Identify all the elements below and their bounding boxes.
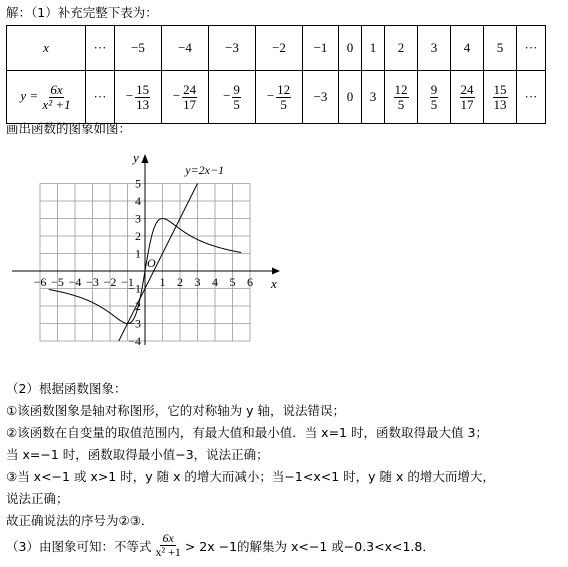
part2-line-1: ①该函数图象是轴对称图形，它的对称轴为 y 轴，说法错误； (6, 403, 346, 418)
table-cell (209, 71, 256, 124)
cell-value: 0 (346, 89, 354, 104)
part3-prefix: （3）由图象可知：不等式 (6, 538, 152, 554)
y-axis-label: y (133, 150, 139, 165)
cell-denominator: 5 (233, 96, 240, 112)
cell-numerator: 12 (394, 81, 408, 97)
origin-label: O (147, 256, 156, 270)
table-cell: 3 (418, 26, 451, 71)
cell-denominator: 17 (183, 96, 197, 112)
table-cell: −1 (303, 26, 339, 71)
minus-sign: − (172, 87, 181, 103)
minus-sign: − (223, 87, 231, 103)
x-tick-label: 1 (159, 275, 166, 289)
x-axis-label: x (271, 276, 277, 291)
header-numerator: 6x (50, 81, 63, 97)
x-tick-label: −4 (68, 275, 82, 289)
x-tick-label: 6 (247, 275, 253, 289)
line-label: y=2x−1 (185, 162, 225, 177)
y-tick-label: −2 (128, 299, 141, 313)
header-denominator: x² +1 (42, 96, 71, 112)
table-ellipsis-right: ··· (517, 71, 546, 124)
part2-line-4: ③当 x<−1 或 x>1 时，y 随 x 的增大而减小；当−1<x<1 时，y 随 x 的增大而增大， (6, 469, 495, 484)
table-cell (418, 71, 451, 124)
value-table (6, 25, 546, 124)
part1-heading: 解：（1）补充完整下表为： (6, 5, 158, 20)
minus-sign: − (266, 87, 275, 103)
cell-denominator: 13 (136, 96, 150, 112)
table-ellipsis-left: ··· (86, 71, 115, 124)
cell-denominator: 5 (397, 96, 405, 112)
minus-sign: − (125, 87, 134, 103)
x-tick-label: 5 (229, 275, 236, 289)
table-cell (115, 71, 162, 124)
table-cell: −3 (209, 26, 256, 71)
table-cell: 5 (484, 26, 517, 71)
table-ellipsis-left: ··· (86, 26, 115, 71)
cell-value: 3 (369, 89, 377, 104)
table-cell (362, 71, 385, 124)
table-cell: −2 (256, 26, 303, 71)
part3-denominator: x² +1 (155, 545, 181, 560)
cell-numerator: 15 (493, 81, 507, 97)
table-cell: 2 (385, 26, 418, 71)
part2-heading: （2）根据函数图象： (6, 381, 127, 396)
y-tick-label: −3 (128, 316, 141, 331)
y-tick-label: 4 (135, 194, 141, 208)
y-tick-label: 5 (135, 176, 141, 191)
part3-line (6, 532, 435, 559)
part3-suffix: > 2x −1的解集为 x<−1 或−0.3<x<1.8． (184, 538, 435, 554)
x-tick-label: −6 (33, 275, 47, 289)
cell-numerator: 9 (430, 81, 438, 97)
table-cell (339, 71, 362, 124)
table-cell (256, 71, 303, 124)
cell-value: −3 (313, 89, 328, 104)
y-tick-label: −1 (128, 281, 141, 296)
cell-numerator: 24 (460, 81, 474, 97)
line-y-2x-1 (119, 184, 198, 342)
part2-line-2: ②该函数在自变量的取值范围内，有最大值和最小值．当 x=1 时，函数取得最大值 3； (6, 425, 488, 440)
cell-numerator: 24 (183, 81, 197, 97)
x-tick-label: 2 (177, 275, 183, 289)
table-row-x (7, 26, 546, 71)
function-graph (0, 140, 300, 352)
y-equals: y = (20, 87, 39, 103)
cell-numerator: 15 (136, 81, 150, 97)
table-cell (303, 71, 339, 124)
y-tick-label: −4 (128, 334, 141, 348)
table-cell: −5 (115, 26, 162, 71)
part2-line-5: 说法正确； (6, 491, 69, 506)
x-tick-label: −1 (121, 275, 134, 289)
x-tick-label: −5 (51, 275, 64, 289)
x-axis-arrow (272, 268, 280, 275)
x-tick-label: −3 (86, 275, 99, 289)
table-cell (385, 71, 418, 124)
cell-numerator: 9 (233, 81, 240, 97)
table-header-x: x (7, 26, 86, 71)
cell-denominator: 17 (460, 96, 474, 112)
part3-numerator: 6x (162, 531, 174, 545)
x-tick-label: −2 (103, 275, 117, 289)
cell-denominator: 5 (280, 96, 287, 112)
part2-line-6: 故正确说法的序号为②③． (6, 513, 154, 528)
y-tick-label: 3 (135, 211, 141, 226)
table-cell: 1 (362, 26, 385, 71)
cell-numerator: 12 (277, 81, 291, 97)
part2-line-3: 当 x=−1 时，函数取得最小值−3，说法正确； (6, 447, 269, 462)
table-header-y (7, 71, 86, 124)
y-axis-arrow (142, 154, 149, 163)
table-cell (451, 71, 484, 124)
table-cell (484, 71, 517, 124)
x-tick-label: 4 (212, 275, 218, 289)
cell-denominator: 5 (430, 96, 438, 112)
table-cell (162, 71, 209, 124)
y-tick-label: 2 (135, 229, 141, 243)
table-ellipsis-right: ··· (517, 26, 546, 71)
x-tick-label: 3 (194, 275, 201, 289)
graph-caption: 画出函数的图象如图： (6, 121, 132, 136)
cell-denominator: 13 (493, 96, 507, 112)
y-tick-label: 1 (135, 246, 141, 261)
table-row-y (7, 71, 546, 124)
table-cell: −4 (162, 26, 209, 71)
table-cell: 4 (451, 26, 484, 71)
table-cell: 0 (339, 26, 362, 71)
